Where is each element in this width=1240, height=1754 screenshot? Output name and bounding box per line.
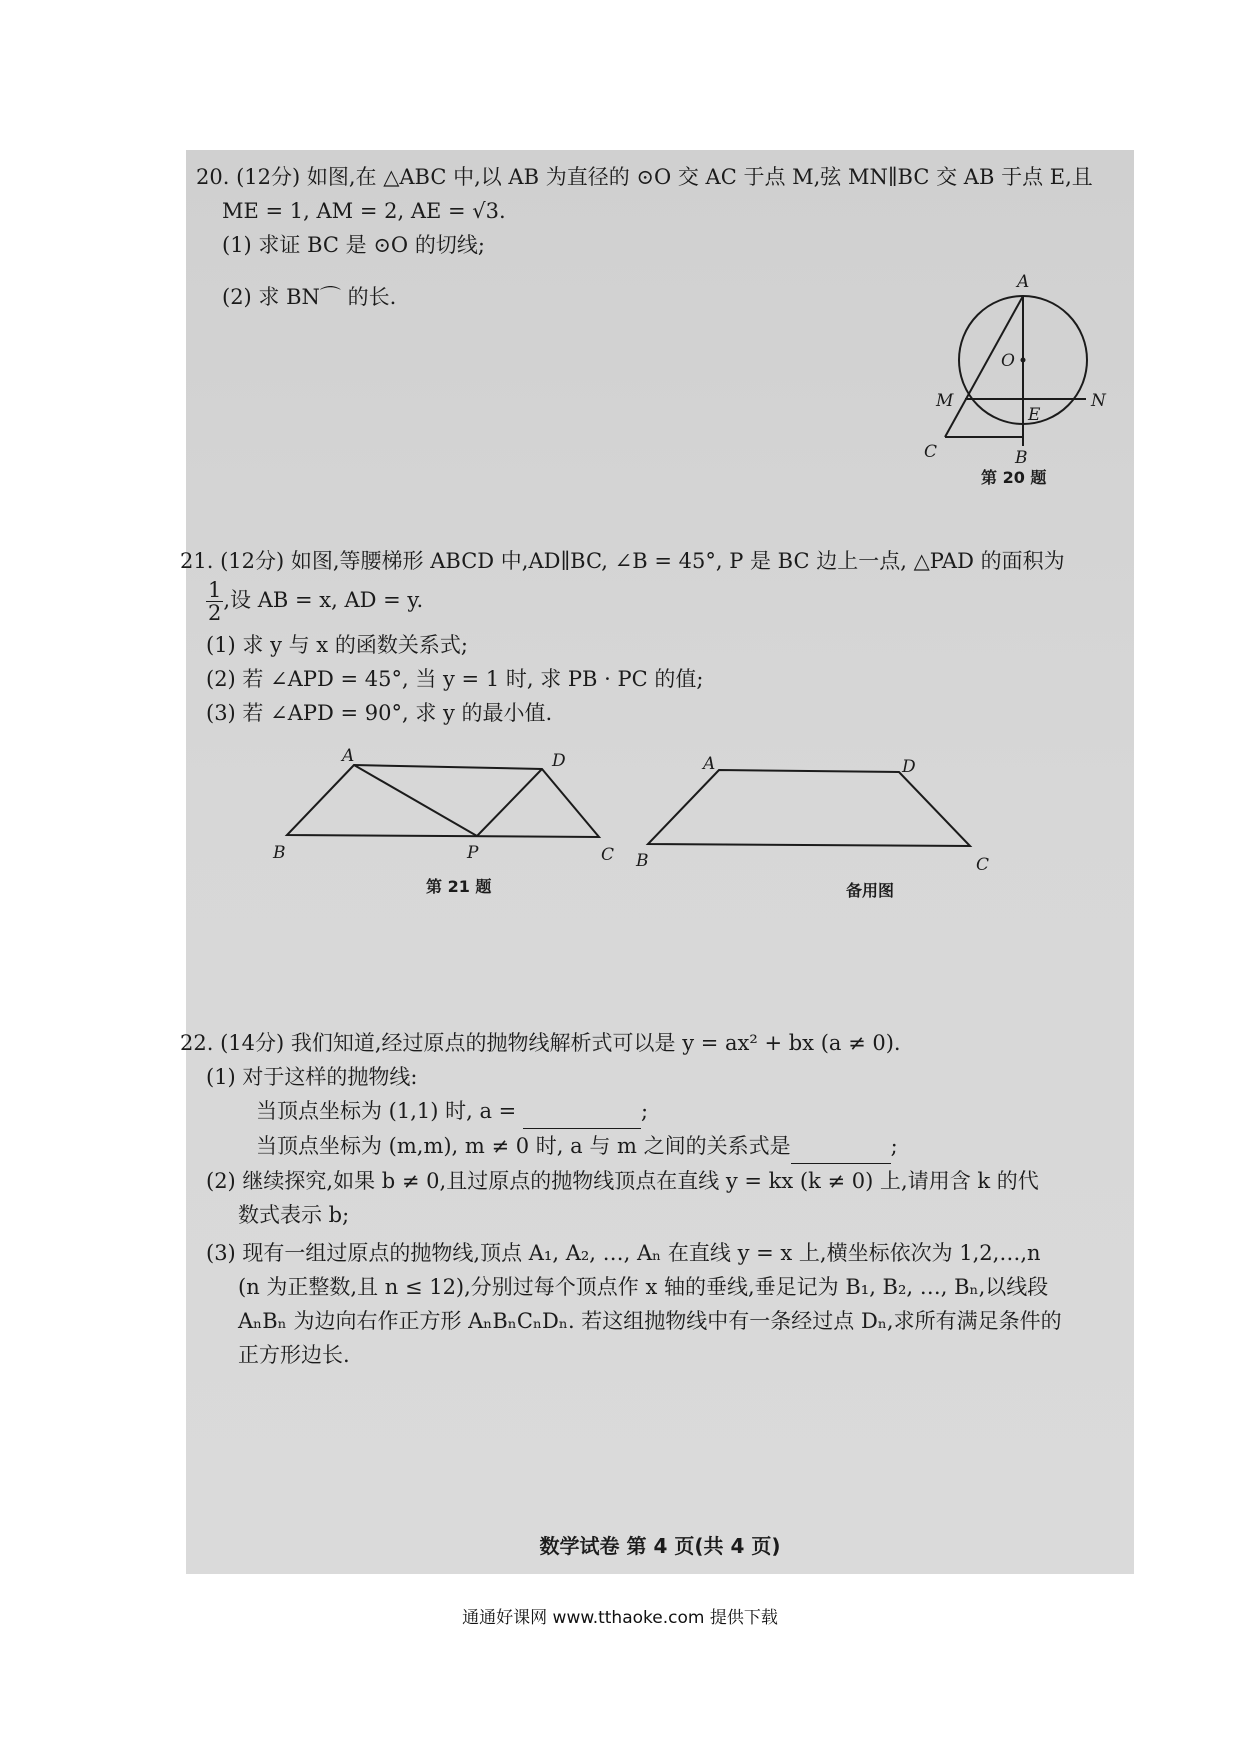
label-b: B	[273, 843, 286, 863]
question-22	[180, 1026, 1062, 1372]
q21-stem-line1: 21. (12分) 如图,等腰梯形 ABCD 中,AD∥BC, ∠B = 45°, P 是 BC 边上一点, △PAD 的面积为	[180, 549, 1065, 573]
label-p: P	[467, 843, 479, 863]
q20-stem-line2: ME = 1, AM = 2, AE = √3.	[222, 199, 506, 223]
label-c: C	[601, 845, 615, 865]
q20-part2: (2) 求 BN⌒ 的长.	[222, 285, 397, 309]
label-d: D	[552, 751, 566, 771]
fraction-one-half: $\frac{1}{2}$	[208, 578, 222, 625]
trapezoid-abcd-backup	[648, 770, 970, 846]
q21-part3: (3) 若 ∠APD = 90°, 求 y 的最小值.	[206, 701, 553, 725]
q21-figure-caption: 第 21 题	[426, 877, 492, 896]
q22-part2-line2: 数式表示 b;	[238, 1203, 350, 1227]
label-c: C	[924, 442, 938, 462]
scanned-exam-page	[180, 150, 1134, 1574]
answer-blank-relation[interactable]	[791, 1129, 891, 1164]
q22-part3-line3: AₙBₙ 为边向右作正方形 AₙBₙCₙDₙ. 若这组抛物线中有一条经过点 Dₙ,求所有满足条件的	[238, 1309, 1062, 1333]
label-m: M	[936, 391, 954, 411]
q21-part2: (2) 若 ∠APD = 45°, 当 y = 1 时, 求 PB · PC 的值;	[206, 667, 704, 691]
label-b: B	[636, 851, 649, 871]
label-a: A	[342, 746, 355, 766]
q22-part1b: 当顶点坐标为 (m,m), m ≠ 0 时, a 与 m 之间的关系式是 ;	[180, 1129, 1062, 1164]
label-d: D	[902, 757, 916, 777]
label-o: O	[1001, 351, 1015, 371]
q21-backup-figure-caption: 备用图	[846, 881, 895, 900]
page-footer: 数学试卷 第 4 页(共 4 页)	[539, 1534, 781, 1558]
answer-blank-a[interactable]	[523, 1094, 641, 1129]
label-e: E	[1028, 405, 1041, 425]
q22-part3-line1: (3) 现有一组过原点的抛物线,顶点 A₁, A₂, …, Aₙ 在直线 y = x 上,横坐标依次为 1,2,…,n	[206, 1241, 1041, 1265]
q20-part1: (1) 求证 BC 是 ⊙O 的切线;	[222, 233, 485, 257]
q20-stem-line1: 20. (12分) 如图,在 △ABC 中,以 AB 为直径的 ⊙O 交 AC 于点 M,弦 MN∥BC 交 AB 于点 E,且	[196, 165, 1093, 189]
q21-part1: (1) 求 y 与 x 的函数关系式;	[206, 633, 468, 657]
q22-stem-line1: 22. (14分) 我们知道,经过原点的抛物线解析式可以是 y = ax² + bx (a ≠ 0).	[180, 1031, 901, 1055]
label-a: A	[1017, 272, 1030, 292]
q22-part2-line1: (2) 继续探究,如果 b ≠ 0,且过原点的抛物线顶点在直线 y = kx (k ≠ 0) 上,请用含 k 的代	[206, 1169, 1039, 1193]
q22-part3-line2: (n 为正整数,且 n ≤ 12),分别过每个顶点作 x 轴的垂线,垂足记为 B₁, B₂, …, Bₙ,以线段	[238, 1275, 1049, 1299]
label-a: A	[703, 754, 716, 774]
label-b: B	[1015, 448, 1028, 468]
q22-part1a: 当顶点坐标为 (1,1) 时, a = ;	[180, 1094, 1062, 1129]
label-n: N	[1091, 391, 1106, 411]
label-c: C	[976, 855, 990, 875]
q22-part3-line4: 正方形边长.	[238, 1343, 350, 1367]
q22-part1: (1) 对于这样的抛物线:	[206, 1065, 418, 1089]
q21-stem-line2: $\frac{1}{2}$ ,设 AB = x, AD = y.	[208, 578, 424, 625]
q20-figure-caption: 第 20 题	[981, 468, 1047, 487]
download-source-note: 通通好课网 www.tthaoke.com 提供下载	[462, 1608, 778, 1628]
